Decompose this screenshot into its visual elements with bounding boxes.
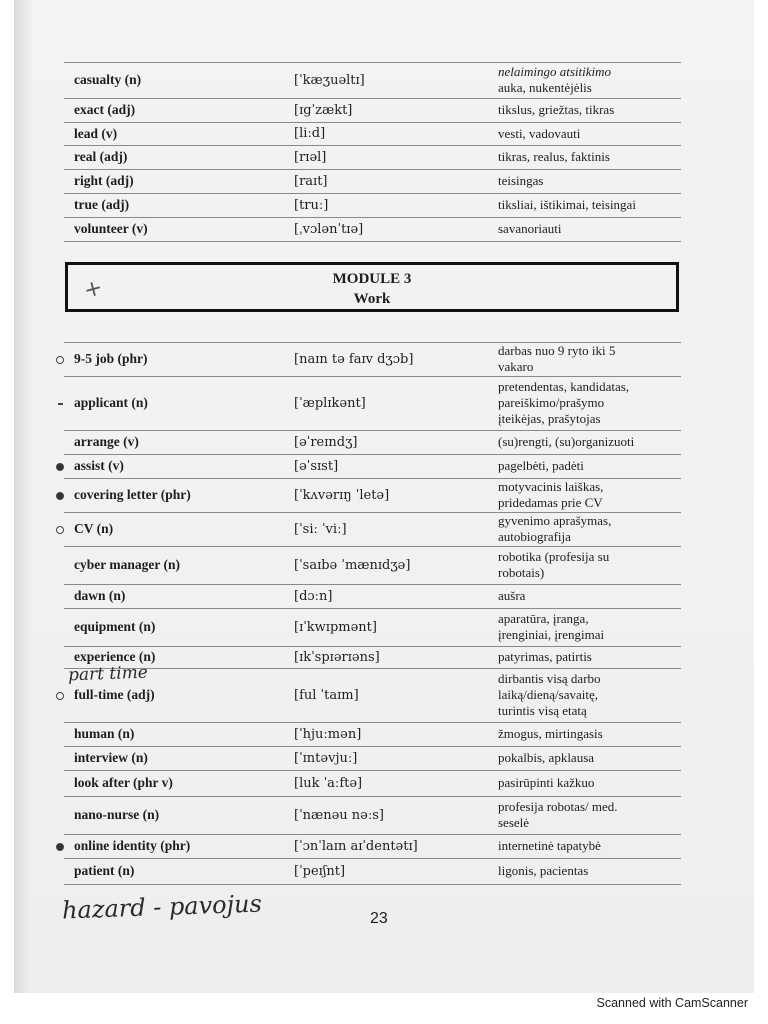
translation-cell [498, 746, 681, 770]
translation-line: robotais) [498, 565, 545, 580]
term-cell: 9-5 job (phr) [74, 351, 148, 366]
translation-cell [498, 217, 681, 241]
translation-cell [498, 454, 681, 478]
translation-line: pareiškimo/prašymo [498, 395, 605, 410]
pronunciation-cell: [ˈsiː ˈviː] [294, 521, 347, 537]
table-row [64, 546, 681, 585]
translation-line: savanoriauti [498, 221, 562, 236]
translation-line: auka, nukentėjėlis [498, 80, 592, 95]
term-cell: look after (phr v) [74, 775, 173, 790]
pronunciation-cell: [ɪkˈspɪərɪəns] [294, 649, 380, 665]
table-row [64, 746, 681, 771]
table-row [64, 145, 681, 170]
pronunciation-cell: [ˈkʌvərɪŋ ˈletə] [294, 487, 390, 503]
translation-cell [498, 512, 681, 546]
scanner-watermark: Scanned with CamScanner [596, 996, 748, 1010]
table-row [64, 668, 681, 723]
handwritten-note-part-time: part time [67, 662, 149, 686]
term-cell: cyber manager (n) [74, 557, 180, 572]
translation-line: įteikėjas, prašytojas [498, 411, 601, 426]
translation-line: aušra [498, 588, 526, 603]
pronunciation-cell: [liːd] [294, 126, 326, 141]
term-cell: right (adj) [74, 173, 134, 188]
table-row [64, 584, 681, 609]
table-row [64, 193, 681, 218]
translation-line: pretendentas, kandidatas, [498, 379, 630, 394]
translation-line: pasirūpinti kažkuo [498, 775, 595, 790]
term-cell: equipment (n) [74, 619, 156, 634]
pronunciation-cell: [ˈæplɪkənt] [294, 395, 366, 411]
translation-line: vesti, vadovauti [498, 125, 581, 141]
translation-cell [498, 193, 681, 217]
table-row [64, 834, 681, 859]
term-cell: real (adj) [74, 149, 128, 164]
table-row [64, 512, 681, 547]
translation-line: patyrimas, patirtis [498, 649, 592, 664]
translation-line: motyvacinis laiškas, [498, 479, 604, 494]
translation-line: ligonis, pacientas [498, 863, 589, 878]
translation-cell [498, 796, 681, 834]
pronunciation-cell: [truː] [294, 197, 329, 213]
translation-cell [498, 122, 681, 145]
term-cell: arrange (v) [74, 434, 139, 449]
translation-cell [498, 62, 681, 98]
pronunciation-cell: [əˈreɪndʒ] [294, 434, 358, 450]
translation-line: pokalbis, apklausa [498, 750, 595, 765]
translation-line: teisingas [498, 173, 544, 188]
term-cell: full-time (adj) [74, 687, 155, 702]
table-row [64, 217, 681, 242]
pronunciation-cell: [ɪˈkwɪpmənt] [294, 619, 377, 635]
term-cell: human (n) [74, 726, 135, 741]
table-row [64, 858, 681, 885]
translation-line: turintis visą etatą [498, 703, 587, 718]
translation-cell [498, 546, 681, 584]
pronunciation-cell: [ˈɪntəvjuː] [294, 750, 358, 766]
translation-cell [498, 169, 681, 193]
pronunciation-cell: [ˈpeɪʃnt] [294, 863, 346, 879]
translation-line: seselė [498, 815, 530, 830]
term-cell: true (adj) [74, 197, 130, 212]
term-cell: casualty (n) [74, 72, 142, 87]
page-edge-shadow [14, 0, 32, 993]
table-row [64, 430, 681, 455]
handwritten-bullet-mark [58, 403, 63, 405]
term-cell: volunteer (v) [74, 221, 148, 236]
translation-line: tikslus, griežtas, tikras [498, 102, 615, 117]
handwritten-bullet-mark [56, 492, 64, 500]
table-row [64, 62, 681, 99]
pronunciation-cell: [ˌvɔlənˈtɪə] [294, 221, 364, 237]
translation-cell [498, 858, 681, 884]
term-cell: patient (n) [74, 863, 135, 878]
handwritten-bullet-mark [56, 843, 64, 851]
table-row [64, 796, 681, 835]
pronunciation-cell: [dɔːn] [294, 588, 333, 604]
handwritten-bullet-mark [56, 463, 64, 471]
table-row [64, 478, 681, 513]
term-cell: CV (n) [74, 521, 114, 536]
table-row [64, 98, 681, 123]
module-subtitle: Work [353, 291, 391, 307]
translation-line: pridedamas prie CV [498, 495, 603, 510]
term-cell: nano-nurse (n) [74, 807, 160, 822]
translation-line: įrenginiai, įrengimai [498, 627, 605, 642]
pronunciation-cell: [rɪəl] [294, 149, 327, 165]
translation-cell [498, 646, 681, 668]
pronunciation-cell: [raɪt] [294, 173, 328, 189]
pronunciation-cell: [əˈsɪst] [294, 458, 339, 474]
handwritten-note-hazard: hazard - pavojus [61, 889, 263, 925]
term-cell: experience (n) [74, 649, 156, 664]
translation-line: internetinė tapatybė [498, 838, 601, 853]
translation-line: pagelbėti, padėti [498, 458, 584, 473]
translation-cell [498, 145, 681, 169]
translation-cell [498, 668, 681, 722]
translation-cell [498, 478, 681, 512]
translation-line: nelaimingo atsitikimo [498, 64, 612, 79]
translation-line: vakaro [498, 359, 534, 374]
translation-cell [498, 770, 681, 796]
term-cell: dawn (n) [74, 588, 126, 603]
translation-line: dirbantis visą darbo [498, 671, 601, 686]
term-cell: lead (v) [74, 125, 118, 141]
table-row [64, 722, 681, 747]
translation-cell [498, 834, 681, 858]
handwritten-cross-mark: + [81, 275, 106, 304]
pronunciation-cell: [ˈsaɪbə ˈmænɪdʒə] [294, 557, 411, 573]
translation-line: tiksliai, ištikimai, teisingai [498, 197, 636, 212]
handwritten-bullet-mark [56, 692, 64, 700]
translation-cell [498, 584, 681, 608]
translation-line: profesija robotas/ med. [498, 799, 618, 814]
pronunciation-cell: [ˈnænəu nəːs] [294, 807, 384, 823]
term-cell: assist (v) [74, 458, 124, 473]
translation-line: (su)rengti, (su)organizuoti [498, 434, 635, 449]
pronunciation-cell: [naɪn tə faɪv dʒɔb] [294, 351, 414, 367]
translation-cell [498, 98, 681, 122]
translation-line: darbas nuo 9 ryto iki 5 [498, 343, 616, 358]
translation-cell [498, 608, 681, 646]
table-row [64, 608, 681, 647]
term-cell: applicant (n) [74, 395, 148, 410]
translation-line: laiką/dieną/savaitę, [498, 687, 598, 702]
term-cell: online identity (phr) [74, 838, 191, 853]
translation-line: autobiografija [498, 529, 571, 544]
translation-line: robotika (profesija su [498, 549, 610, 564]
translation-line: gyvenimo aprašymas, [498, 513, 612, 528]
table-row [64, 646, 681, 669]
translation-cell [498, 342, 681, 376]
module-title: MODULE 3 [332, 271, 412, 287]
handwritten-bullet-mark [56, 356, 64, 364]
pronunciation-cell: [ɪgˈzækt] [294, 102, 353, 118]
pronunciation-cell: [ˈhjuːmən] [294, 726, 362, 742]
pronunciation-cell: [ˈɔnˈlaɪn aɪˈdentətɪ] [294, 838, 418, 854]
table-row [64, 122, 681, 146]
page-number: 23 [370, 910, 388, 927]
translation-cell [498, 430, 681, 454]
pronunciation-cell: [ful ˈtaɪm] [294, 687, 359, 703]
handwritten-bullet-mark [56, 526, 64, 534]
translation-cell [498, 376, 681, 430]
pronunciation-cell: [ˈkæʒuəltɪ] [294, 72, 365, 88]
table-row [64, 169, 681, 194]
translation-line: aparatūra, įranga, [498, 611, 589, 626]
table-row [64, 454, 681, 479]
translation-line: tikras, realus, faktinis [498, 149, 610, 164]
translation-line: žmogus, mirtingasis [498, 726, 603, 741]
table-row [64, 770, 681, 797]
module-header-box [65, 262, 679, 312]
term-cell: exact (adj) [74, 102, 136, 117]
term-cell: covering letter (phr) [74, 487, 191, 502]
term-cell: interview (n) [74, 750, 148, 765]
table-row [64, 342, 681, 377]
translation-cell [498, 722, 681, 746]
pronunciation-cell: [luk ˈaːftə] [294, 775, 363, 791]
table-row [64, 376, 681, 431]
